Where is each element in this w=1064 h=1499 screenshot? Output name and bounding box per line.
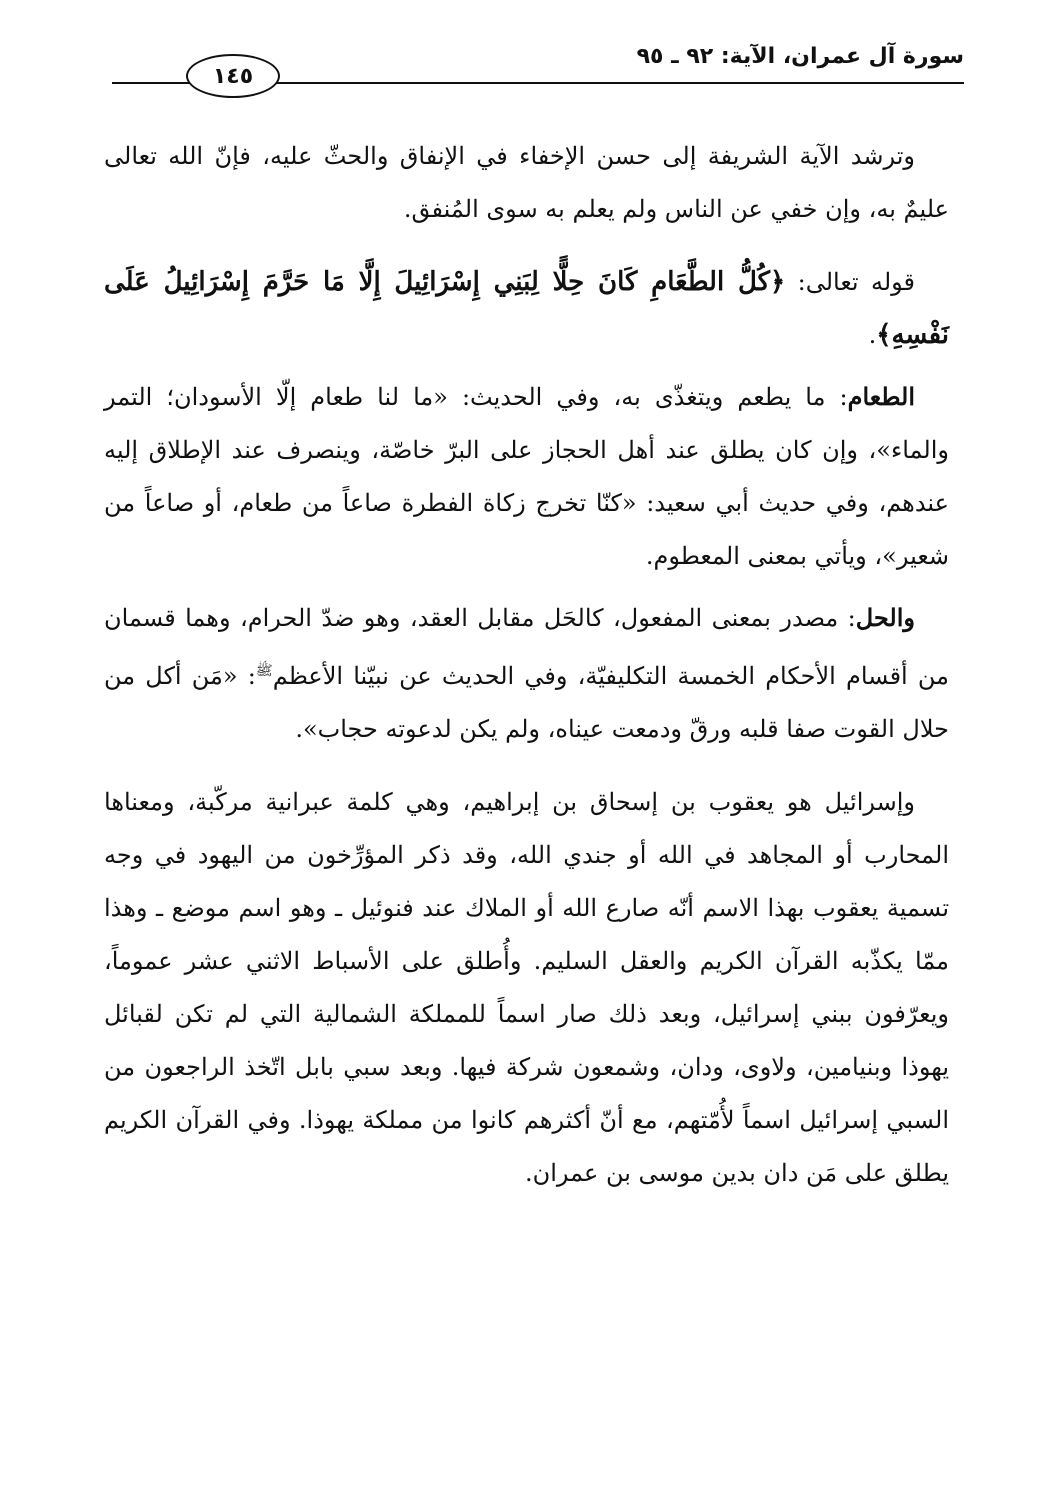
definition-lawful-b: : «مَن أكل من حلال القوت صفا قلبه ورقّ ودمعت عيناه، ولم يكن لدعوته حجاب». bbox=[104, 662, 949, 743]
running-title: سورة آل عمران، الآية: ٩٢ ـ ٩٥ bbox=[636, 44, 964, 69]
paragraph-lawful bbox=[104, 591, 949, 756]
definition-lawful-a: : مصدر بمعنى المفعول، كالحَل مقابل العقد، وهو ضدّ الحرام، وهما قسمان من أقسام الأحكام الخمسة التكليفيّة، وفي الحديث عن نبيّنا الأعظم bbox=[104, 604, 949, 690]
paragraph-verse bbox=[104, 256, 949, 362]
quran-verse: ﴿كُلُّ الطَّعَامِ كَانَ حِلًّا لِبَنِي إِسْرَائِيلَ إِلَّا مَا حَرَّمَ إِسْرَائِيلُ عَلَى نَفْسِهِ﴾ bbox=[104, 267, 949, 350]
page-body bbox=[104, 130, 949, 1200]
term-food: الطعام bbox=[847, 382, 915, 411]
paragraph-closing-note: وترشد الآية الشريفة إلى حسن الإخفاء في الإنفاق والحثّ عليه، فإنّ الله تعالى عليمٌ به، وإن خفي عن الناس ولم يعلم به سوى المُنفق. bbox=[104, 142, 949, 223]
paragraph-food bbox=[104, 370, 949, 583]
honorific-symbol: ﷺ bbox=[255, 663, 273, 679]
paragraph-israel: وإسرائيل هو يعقوب بن إسحاق بن إبراهيم، وهي كلمة عبرانية مركّبة، ومعناها المحارب أو المجاهد في الله أو جندي الله، وقد ذكر المؤرِّخون من اليهود في وجه تسمية يعقوب بهذا الاسم أنّه صارع الله أو الملاك عند فنوئيل ـ وهو اسم موضع ـ وهذا ممّا يكذّبه القرآن الكريم والعقل السليم. وأُطلق على الأسباط الاثني عشر عموماً، ويعرّفون ببني إسرائيل، وبعد ذلك صار اسماً للمملكة الشمالية التي لم تكن لقبائل يهوذا وبنيامين، ولاوى، ودان، وشمعون شركة فيها. وبعد سبي بابل اتّخذ الراجعون من السبي إسرائيل اسماً لأُمّتهم، مع أنّ أكثرهم كانوا من مملكة يهوذا. وفي القرآن الكريم يطلق على مَن دان بدين موسى بن عمران. bbox=[104, 788, 950, 1187]
verse-end: . bbox=[868, 321, 877, 349]
page-header bbox=[112, 40, 964, 89]
term-lawful: والحل bbox=[855, 603, 915, 632]
page-number: ١٤٥ bbox=[186, 54, 280, 98]
verse-intro: قوله تعالى: bbox=[785, 268, 916, 296]
definition-food: : ما يطعم ويتغذّى به، وفي الحديث: «ما لنا طعام إلّا الأسودان؛ التمر والماء»، وإن كان يطلق عند أهل الحجاز على البرّ خاصّة، وينصرف عند الإطلاق إليه عندهم، وفي حديث أبي سعيد: «كنّا تخرج زكاة الفطرة صاعاً من طعام، أو صاعاً من شعير»، ويأتي بمعنى المعطوم. bbox=[104, 383, 949, 570]
